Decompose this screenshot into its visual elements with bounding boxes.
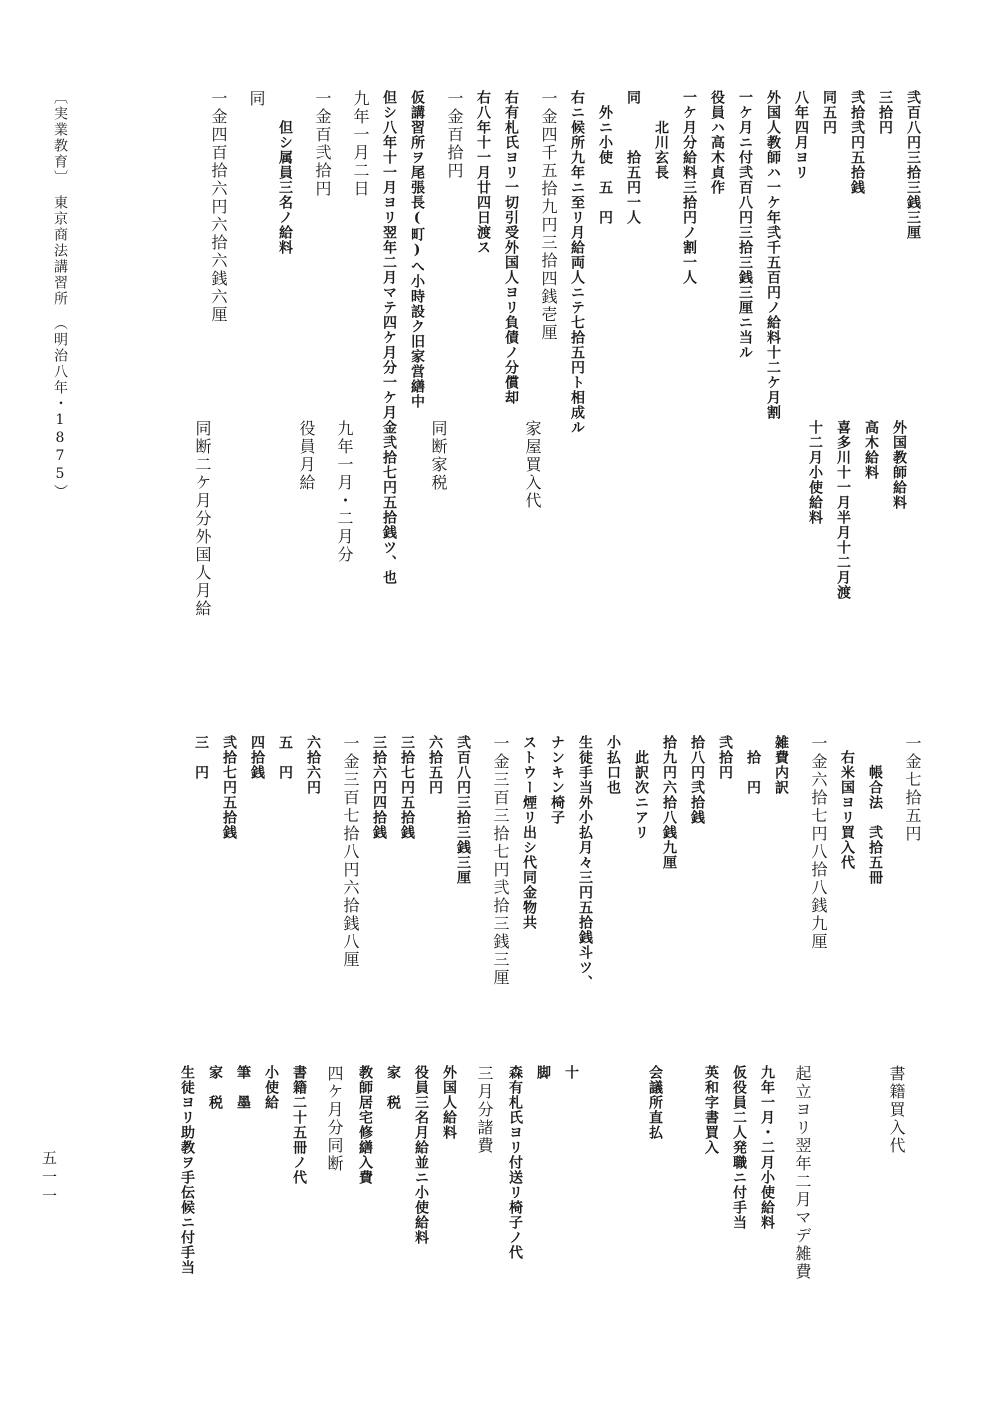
bottom-line <box>854 735 882 1335</box>
top-line <box>612 90 640 670</box>
line-main-text: 仮講習所ヲ尾張長(町)へ小時設ク旧家営繕中 <box>409 90 425 409</box>
bottom-line <box>236 735 264 1335</box>
bottom-line <box>470 735 508 1335</box>
line-aside-text: 森有札氏ヨリ付送リ椅子ノ代 <box>507 1065 523 1260</box>
bottom-line <box>704 735 732 1335</box>
line-aside-text: 九年一月・二月小使給料 <box>759 1065 775 1230</box>
line-main-text: 一金四百拾六円六拾六銭六厘 <box>209 90 228 324</box>
line-aside-text: 教師居宅修繕入費 <box>357 1065 373 1185</box>
line-main-text: 右ニ候所九年ニ至リ月給両人ニテ七拾五円ト相成ル <box>569 90 585 435</box>
top-line <box>424 90 462 670</box>
bottom-line <box>180 735 208 1335</box>
bottom-line <box>760 735 788 1335</box>
bottom-line <box>264 735 292 1335</box>
line-aside-text: 家 税 <box>385 1065 401 1110</box>
line-main-text: 弐拾円 <box>717 735 733 780</box>
bottom-line <box>676 735 704 1335</box>
line-main-text: 拾 円 <box>745 735 761 795</box>
line-aside-text: 同断二ケ月分外国人月給 <box>193 420 212 618</box>
line-aside-text: 十 <box>563 1065 579 1080</box>
line-main-text: 小払口也 <box>605 735 621 795</box>
page-number: 五一一 <box>40 1150 58 1207</box>
top-line <box>864 90 892 670</box>
bottom-line <box>620 735 648 1335</box>
line-aside-text: 会議所直払 <box>647 1065 663 1140</box>
top-line <box>696 90 724 670</box>
line-main-text: ストウー煙リ出シ代同金物共 <box>521 735 537 930</box>
line-main-text: 一金四千五拾九円三拾四銭壱厘 <box>539 90 558 342</box>
bottom-line <box>320 735 358 1335</box>
line-aside-text: 外国教師給料 <box>891 420 907 510</box>
line-main-text: 北川玄長 <box>653 90 669 180</box>
line-main-text: 一金七拾五円 <box>903 735 922 843</box>
top-line <box>640 90 668 670</box>
bottom-line <box>882 735 920 1335</box>
bottom-line <box>536 735 564 1335</box>
line-aside-text: 英和字書買入 <box>703 1065 719 1155</box>
top-line <box>780 90 808 670</box>
bottom-line <box>788 735 826 1335</box>
line-main-text: 生徒手当外小払月々三円五拾銭斗ツ、 <box>577 735 593 990</box>
line-main-text: 同 拾五円一人 <box>625 90 641 225</box>
line-main-text: 三拾六円四拾銭 <box>371 735 387 840</box>
line-main-text: 同 <box>247 90 266 108</box>
line-main-text: ナンキン椅子 <box>549 735 565 825</box>
top-line <box>368 90 396 670</box>
top-line <box>808 90 836 670</box>
bottom-line <box>592 735 620 1335</box>
line-main-text: 拾八円弐拾銭 <box>689 735 705 825</box>
top-line <box>490 90 518 670</box>
line-main-text: 四拾銭 <box>249 735 265 780</box>
line-main-text: 一金三百三拾七円弐拾三銭三厘 <box>491 735 510 987</box>
line-main-text: 弐拾弐円五拾銭 <box>849 90 865 195</box>
top-line <box>188 90 226 670</box>
line-main-text: 六拾六円 <box>305 735 321 795</box>
top-line <box>892 90 920 670</box>
line-main-text: 三 円 <box>193 735 209 780</box>
line-main-text: 此訳次ニアリ <box>633 735 649 840</box>
line-aside-text: 外国人給料 <box>441 1065 457 1140</box>
line-main-text: 右米国ヨリ買入代 <box>839 735 855 870</box>
line-main-text: 八年四月ヨリ <box>793 90 809 180</box>
bottom-line <box>442 735 470 1335</box>
top-line <box>330 90 368 670</box>
line-aside-text: 起立ヨリ翌年二月マデ雑費 <box>793 1065 812 1281</box>
line-aside-text: 高木給料 <box>863 420 879 480</box>
bottom-line <box>208 735 236 1335</box>
line-main-text: 九年一月二日 <box>351 90 370 198</box>
line-main-text: 右八年十一月廿四日渡ス <box>475 90 491 255</box>
running-footer: 〔実業教育〕 東京商法講習所 （明治八年・1875） <box>52 90 68 500</box>
line-main-text: 三拾円 <box>877 90 893 135</box>
line-aside-text: 役員三名月給並ニ小使給料 <box>413 1065 429 1245</box>
line-aside-text: 同断家税 <box>429 420 448 492</box>
top-line <box>752 90 780 670</box>
line-main-text: 同五円 <box>821 90 837 135</box>
line-main-text: 弐百八円三拾三銭三厘 <box>905 90 921 240</box>
top-line <box>668 90 696 670</box>
lower-text-block <box>60 735 920 1335</box>
line-aside-text: 十二月小使給料 <box>807 420 823 525</box>
line-aside-text: 生徒ヨリ助教ヲ手伝候ニ付手当 <box>179 1065 195 1275</box>
top-line <box>584 90 612 670</box>
line-aside-text: 脚 <box>535 1065 551 1080</box>
line-main-text: 弐拾七円五拾銭 <box>221 735 237 840</box>
bottom-line <box>358 735 386 1335</box>
line-main-text: 弐百八円三拾三銭三厘 <box>455 735 471 885</box>
line-main-text: 拾九円六拾八銭九厘 <box>661 735 677 870</box>
line-main-text: 右有札氏ヨリ一切引受外国人ヨリ負債ノ分償却 <box>503 90 519 405</box>
top-line <box>518 90 556 670</box>
line-main-text: 役員ハ高木貞作 <box>709 90 725 195</box>
line-aside-text: 小使給 <box>263 1065 279 1110</box>
line-main-text: 一ケ月ニ付弐百八円三拾三銭三厘ニ当ル <box>737 90 753 360</box>
line-main-text: 但シ属員三名ノ給料 <box>277 90 293 255</box>
top-line <box>556 90 584 670</box>
line-main-text: 一金百拾円 <box>445 90 464 180</box>
line-aside-text: 三月分諸費 <box>475 1065 494 1155</box>
top-line <box>226 90 264 670</box>
top-line <box>264 90 292 670</box>
line-aside-text: 家屋買入代 <box>523 420 542 510</box>
line-aside-text: 九年一月・二月分 <box>335 420 354 564</box>
bottom-line <box>826 735 854 1335</box>
line-aside-text: 筆 墨 <box>235 1065 251 1110</box>
line-aside-text: 仮役員二人発職ニ付手当 <box>731 1065 747 1230</box>
bottom-line <box>564 735 592 1335</box>
top-line <box>836 90 864 670</box>
line-aside-text: 役員月給 <box>297 420 316 492</box>
line-main-text: 六拾五円 <box>427 735 443 795</box>
line-main-text: 三拾七円五拾銭 <box>399 735 415 840</box>
line-aside-text: 家 税 <box>207 1065 223 1110</box>
bottom-line <box>386 735 414 1335</box>
bottom-line <box>732 735 760 1335</box>
upper-text-block <box>60 90 920 670</box>
bottom-line <box>292 735 320 1335</box>
bottom-line <box>648 735 676 1335</box>
bottom-line <box>508 735 536 1335</box>
line-main-text: 外ニ小使 五 円 <box>597 90 613 225</box>
bottom-line <box>414 735 442 1335</box>
line-main-text: 五 円 <box>277 735 293 780</box>
line-aside-text: 書籍買入代 <box>887 1065 906 1155</box>
line-main-text: 一金六拾七円八拾八銭九厘 <box>809 735 828 951</box>
line-main-text: 雑費内訳 <box>773 735 789 795</box>
top-line <box>396 90 424 670</box>
line-main-text: 外国人教師ハ一ケ年弐千五百円ノ給料十二ケ月割 <box>765 90 781 420</box>
line-main-text: 一金三百七拾八円六拾銭八厘 <box>341 735 360 969</box>
line-main-text: 一金百弐拾円 <box>313 90 332 198</box>
top-line <box>292 90 330 670</box>
top-line <box>724 90 752 670</box>
top-line <box>462 90 490 670</box>
line-aside-text: 四ケ月分同断 <box>325 1065 344 1173</box>
line-main-text: 一ケ月分給料三拾円ノ割一人 <box>681 90 697 285</box>
line-main-text: 但シ八年十一月ヨリ翌年二月マテ四ケ月分一ケ月金弐拾七円五拾銭ツ、也 <box>381 90 397 585</box>
line-main-text: 帳合法 弐拾五冊 <box>867 735 883 885</box>
line-aside-text: 喜多川十一月半月十二月渡 <box>835 420 851 600</box>
line-aside-text: 書籍二十五冊ノ代 <box>291 1065 307 1185</box>
